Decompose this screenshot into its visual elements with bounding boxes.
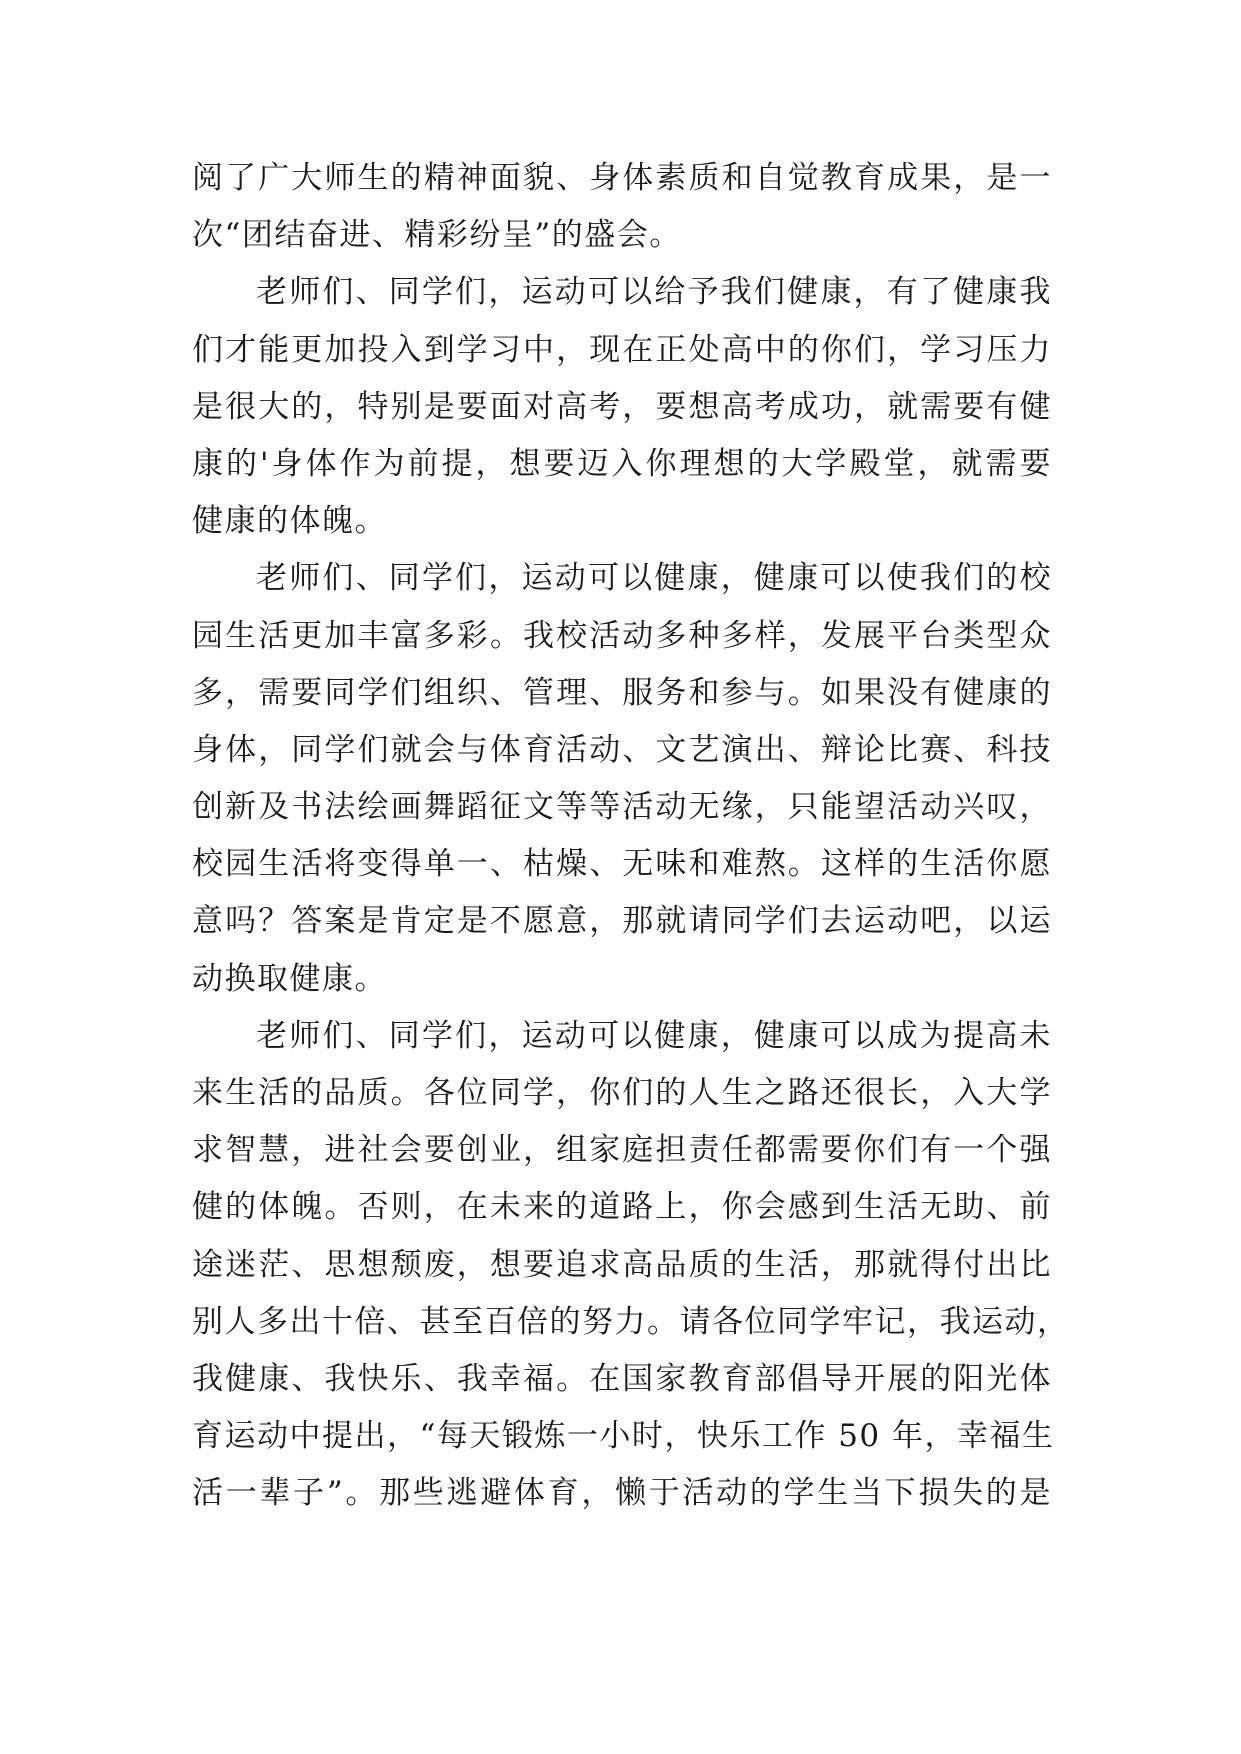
text-line: 多，需要同学们组织、管理、服务和参与。如果没有健康的 bbox=[192, 674, 1052, 711]
text-line: 求智慧，进社会要创业，组家庭担责任都需要你们有一个强 bbox=[192, 1132, 1052, 1169]
text-line: 老师们、同学们，运动可以健康，健康可以成为提高未 bbox=[256, 1017, 1052, 1054]
text-line: 途迷茫、思想颓废，想要追求高品质的生活，那就得付出比 bbox=[192, 1246, 1052, 1283]
text-line: 健康的体魄。 bbox=[192, 503, 387, 540]
body-text bbox=[192, 150, 1070, 1523]
text-line: 健的体魄。否则，在未来的道路上，你会感到生活无助、前 bbox=[192, 1189, 1052, 1226]
text-line: 老师们、同学们，运动可以给予我们健康，有了健康我 bbox=[256, 274, 1052, 311]
text-line: 们才能更加投入到学习中，现在正处高中的你们，学习压力 bbox=[192, 331, 1052, 368]
paragraph bbox=[192, 550, 1052, 1008]
text-line: 阅了广大师生的精神面貌、身体素质和自觉教育成果，是一 bbox=[192, 160, 1052, 196]
text-line: 来生活的品质。各位同学，你们的人生之路还很长，入大学 bbox=[192, 1075, 1052, 1111]
text-line: 创新及书法绘画舞蹈征文等等活动无缘，只能望活动兴叹， bbox=[192, 789, 1052, 826]
text-line: 老师们、同学们，运动可以健康，健康可以使我们的校 bbox=[256, 560, 1052, 597]
paragraph bbox=[192, 264, 1052, 550]
text-line: 是很大的，特别是要面对高考，要想高考成功，就需要有健 bbox=[192, 388, 1052, 425]
text-line: 园生活更加丰富多彩。我校活动多种多样，发展平台类型众 bbox=[192, 617, 1052, 654]
text-line: 意吗？答案是肯定是不愿意，那就请同学们去运动吧，以运 bbox=[192, 903, 1052, 940]
text-line: 别人多出十倍、甚至百倍的努力。请各位同学牢记，我运动， bbox=[192, 1303, 1070, 1340]
text-line: 次“团结奋进、精彩纷呈”的盛会。 bbox=[192, 217, 682, 254]
text-line: 校园生活将变得单一、枯燥、无味和难熬。这样的生活你愿 bbox=[192, 846, 1052, 883]
text-line: 康的'身体作为前提，想要迈入你理想的大学殿堂，就需要 bbox=[192, 445, 1052, 482]
text-line: 我健康、我快乐、我幸福。在国家教育部倡导开展的阳光体 bbox=[192, 1360, 1052, 1397]
text-line: 活一辈子”。那些逃避体育，懒于活动的学生当下损失的是 bbox=[192, 1475, 1052, 1512]
paragraph bbox=[192, 150, 1052, 264]
text-line: 身体，同学们就会与体育活动、文艺演出、辩论比赛、科技 bbox=[192, 731, 1052, 768]
text-line: 育运动中提出，“每天锻炼一小时，快乐工作 50 年，幸福生 bbox=[192, 1418, 1055, 1455]
paragraph bbox=[192, 1008, 1070, 1523]
text-line: 动换取健康。 bbox=[192, 960, 387, 997]
